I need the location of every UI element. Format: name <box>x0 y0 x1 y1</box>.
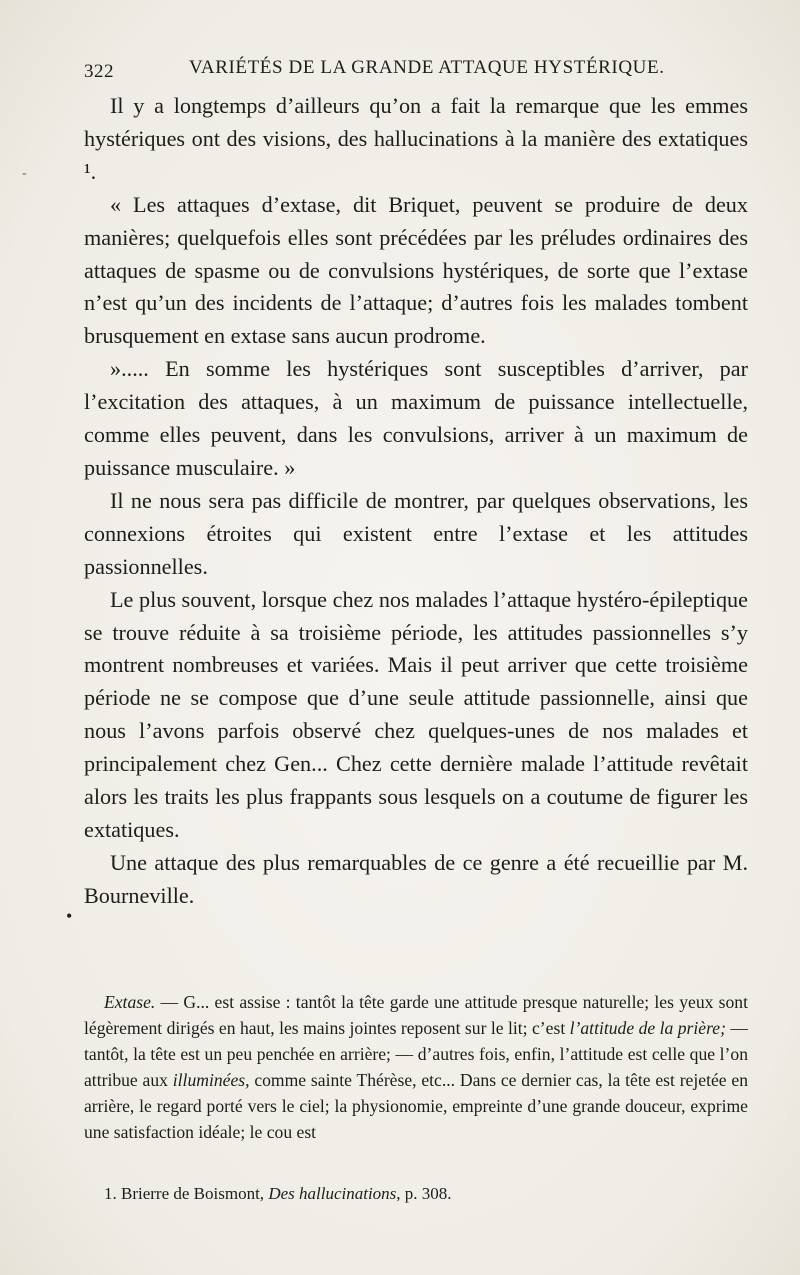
observation-block <box>84 990 748 1145</box>
footnote-title: Des hallucinations <box>268 1184 397 1203</box>
observation-text: — tantôt, la tête est un peu penchée en arrière; — d’autres fois, enfin, l’attitude est celle que l’on attribue aux <box>84 1017 748 1090</box>
footnote-prefix: 1. Brierre de Boismont, <box>104 1184 269 1203</box>
observation-italic: illuminées, <box>172 1069 250 1090</box>
footnote <box>104 1184 452 1204</box>
margin-mark: - <box>22 166 27 181</box>
paragraph: Une attaque des plus remarquables de ce genre a été recueillie par M. Bourneville. <box>84 849 748 908</box>
paragraph: »..... En somme les hystériques sont susceptibles d’arriver, par l’excitation des attaques, à un maximum de puissance intellectuelle, comme elles peuvent, dans les convulsions, arriver à un maximum de puissance musculaire. » <box>84 356 748 480</box>
paragraph: « Les attaques d’extase, dit Briquet, peuvent se produire de deux manières; quelquefois elles sont précédées par les préludes ordinaires des attaques de spasme ou de convulsions hystériques, de sorte que l’extase n’est qu’un des incidents de l’attaque; d’autres fois les malades tombent brusquement en extase sans aucun prodrome. <box>84 191 748 349</box>
observation-italic: l’attitude de la prière; <box>569 1017 726 1038</box>
observation-text: comme sainte Thérèse, etc... Dans ce dernier cas, la tête est rejetée en arrière, le regard porté vers le ciel; la physionomie, empreinte d’une grande douceur, exprime une satisfaction idéale; le cou est <box>84 1069 748 1142</box>
paragraph: Il y a longtemps d’ailleurs qu’on a fait la remarque que les emmes hystériques ont des visions, des hallucinations à la manière des extatiques ¹. <box>84 93 748 184</box>
observation-text: — G... est assise : tantôt la tête garde une attitude presque naturelle; les yeux sont légèrement dirigés en haut, les mains jointes reposent sur le lit; c’est <box>84 992 748 1038</box>
page-number: 322 <box>84 61 114 82</box>
footnote-suffix: , p. 308. <box>396 1184 452 1203</box>
page-header <box>84 55 684 85</box>
body-text <box>84 90 748 913</box>
observation-label: Extase. <box>104 992 156 1012</box>
running-title: VARIÉTÉS DE LA GRANDE ATTAQUE HYSTÉRIQUE. <box>189 57 665 78</box>
paragraph: Le plus souvent, lorsque chez nos malades l’attaque hystéro-épileptique se trouve réduite à sa troisième période, les attitudes passionnelles s’y montrent nombreuses et variées. Mais il peut arriver que cette troisième période ne se compose que d’une seule attitude passionnelle, ainsi que nous l’avons parfois observé chez quelques-unes de nos malades et principalement chez Gen... Chez cette dernière malade l’attitude revêtait alors les traits les plus frappants sous lesquels on a coutume de figurer les extatiques. <box>84 586 748 842</box>
paragraph: Il ne nous sera pas difficile de montrer, par quelques observations, les connexions étroites qui existent entre l’extase et les attitudes passionnelles. <box>84 487 748 579</box>
margin-dot: • <box>66 906 73 926</box>
